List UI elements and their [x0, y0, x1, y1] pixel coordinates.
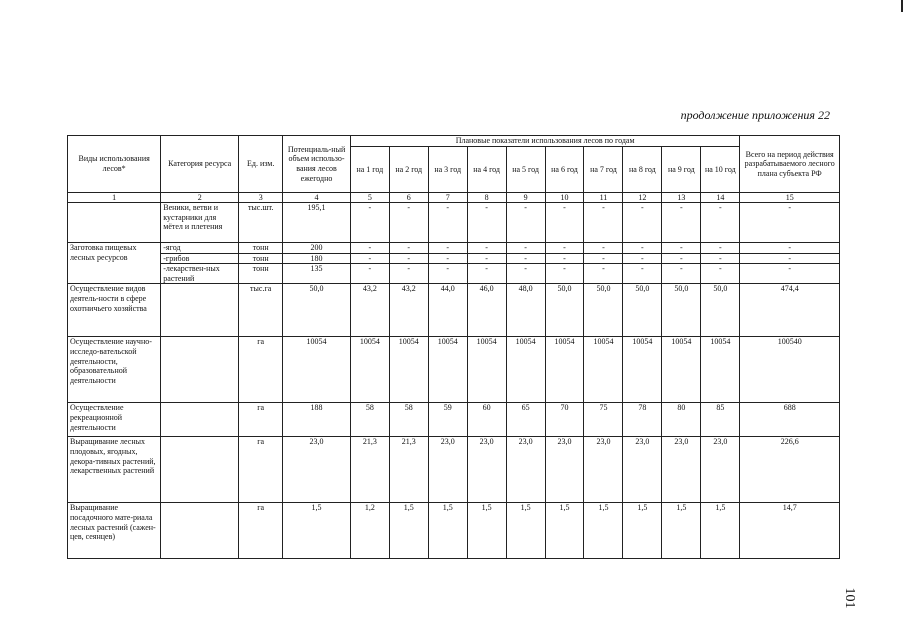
resource-category — [161, 437, 239, 503]
table-row — [68, 253, 840, 264]
column-number: 12 — [623, 193, 662, 203]
year-value: 10054 — [350, 337, 389, 403]
appendix-caption: продолжение приложения 22 — [680, 108, 830, 122]
unit: тыс.га — [239, 284, 283, 337]
year-value: - — [623, 264, 662, 284]
potential-volume: 200 — [283, 243, 351, 254]
table-row — [68, 503, 840, 559]
unit: тыс.шт. — [239, 203, 283, 243]
use-kind: Осуществление рекреационной деятельности — [68, 403, 161, 437]
period-total: 474,4 — [740, 284, 840, 337]
column-number: 3 — [239, 193, 283, 203]
year-value: - — [545, 243, 584, 254]
year-value: 10054 — [584, 337, 623, 403]
year-value: 1,5 — [467, 503, 506, 559]
year-value: - — [584, 253, 623, 264]
header-year: на 9 год — [662, 147, 701, 193]
year-value: 65 — [506, 403, 545, 437]
header-row — [68, 136, 840, 147]
year-value: 75 — [584, 403, 623, 437]
column-number: 1 — [68, 193, 161, 203]
year-value: 50,0 — [623, 284, 662, 337]
header-year: на 10 год — [701, 147, 740, 193]
period-total: - — [740, 253, 840, 264]
resource-category: -грибов — [161, 253, 239, 264]
column-number: 2 — [161, 193, 239, 203]
header-year: на 1 год — [350, 147, 389, 193]
year-value: 1,5 — [389, 503, 428, 559]
page-number: 101 — [842, 587, 857, 609]
unit: га — [239, 403, 283, 437]
margin-mark — [901, 0, 903, 12]
year-value: 10054 — [389, 337, 428, 403]
year-value: - — [428, 253, 467, 264]
potential-volume: 195,1 — [283, 203, 351, 243]
use-kind: Выращивание посадочного мате-риала лесных растений (сажен-цев, сеянцев) — [68, 503, 161, 559]
unit: тонн — [239, 243, 283, 254]
column-number: 8 — [467, 193, 506, 203]
column-number: 6 — [389, 193, 428, 203]
year-value: 1,5 — [623, 503, 662, 559]
year-value: 1,2 — [350, 503, 389, 559]
year-value: 50,0 — [662, 284, 701, 337]
table-row — [68, 264, 840, 284]
header-kind: Виды использования лесов* — [68, 136, 161, 193]
header-total: Всего на период действия разрабатываемого лесного плана субъекта РФ — [740, 136, 840, 193]
potential-volume: 10054 — [283, 337, 351, 403]
year-value: - — [545, 264, 584, 284]
table-row — [68, 437, 840, 503]
header-potential: Потенциаль-ный объем использо-вания лесов ежегодно — [283, 136, 351, 193]
year-value: - — [389, 253, 428, 264]
unit: га — [239, 337, 283, 403]
year-value: - — [428, 264, 467, 284]
column-number: 15 — [740, 193, 840, 203]
year-value: - — [506, 253, 545, 264]
year-value: 23,0 — [623, 437, 662, 503]
year-value: 23,0 — [701, 437, 740, 503]
period-total: - — [740, 264, 840, 284]
table-row — [68, 203, 840, 243]
resource-category: -ягод — [161, 243, 239, 254]
column-number-row — [68, 193, 840, 203]
year-value: 50,0 — [701, 284, 740, 337]
potential-volume: 135 — [283, 264, 351, 284]
unit: тонн — [239, 253, 283, 264]
year-value: - — [350, 203, 389, 243]
table-row — [68, 243, 840, 254]
year-value: 50,0 — [545, 284, 584, 337]
resource-category — [161, 403, 239, 437]
year-value: - — [389, 243, 428, 254]
year-value: 10054 — [467, 337, 506, 403]
potential-volume: 23,0 — [283, 437, 351, 503]
table-row — [68, 337, 840, 403]
use-kind: Выращивание лесных плодовых, ягодных, декора-тивных растений, лекарственных растений — [68, 437, 161, 503]
year-value: 46,0 — [467, 284, 506, 337]
year-value: 10054 — [428, 337, 467, 403]
header-year: на 6 год — [545, 147, 584, 193]
year-value: 60 — [467, 403, 506, 437]
year-value: - — [350, 264, 389, 284]
header-category: Категория ресурса — [161, 136, 239, 193]
year-value: - — [350, 243, 389, 254]
year-value: 78 — [623, 403, 662, 437]
year-value: 1,5 — [428, 503, 467, 559]
resource-category: Веники, ветви и кустарники для мётел и плетения — [161, 203, 239, 243]
year-value: - — [662, 253, 701, 264]
use-kind: Осуществление видов деятель-ности в сфере охотничьего хозяйства — [68, 284, 161, 337]
year-value: 23,0 — [467, 437, 506, 503]
unit: га — [239, 437, 283, 503]
resource-category — [161, 503, 239, 559]
year-value: - — [623, 253, 662, 264]
year-value: 43,2 — [350, 284, 389, 337]
column-number: 11 — [584, 193, 623, 203]
year-value: - — [701, 253, 740, 264]
year-value: 23,0 — [584, 437, 623, 503]
year-value: 58 — [350, 403, 389, 437]
year-value: 21,3 — [389, 437, 428, 503]
year-value: - — [662, 264, 701, 284]
use-kind: Заготовка пищевых лесных ресурсов — [68, 243, 161, 284]
header-year: на 3 год — [428, 147, 467, 193]
year-value: 1,5 — [545, 503, 584, 559]
unit: тонн — [239, 264, 283, 284]
year-value: - — [467, 203, 506, 243]
year-value: - — [701, 243, 740, 254]
column-number: 5 — [350, 193, 389, 203]
year-value: 85 — [701, 403, 740, 437]
unit: га — [239, 503, 283, 559]
column-number: 7 — [428, 193, 467, 203]
year-value: 59 — [428, 403, 467, 437]
year-value: - — [389, 203, 428, 243]
year-value: 23,0 — [545, 437, 584, 503]
column-number: 4 — [283, 193, 351, 203]
period-total: 226,6 — [740, 437, 840, 503]
year-value: - — [506, 264, 545, 284]
potential-volume: 180 — [283, 253, 351, 264]
period-total: - — [740, 203, 840, 243]
year-value: - — [506, 203, 545, 243]
year-value: - — [428, 203, 467, 243]
year-value: - — [350, 253, 389, 264]
potential-volume: 188 — [283, 403, 351, 437]
year-value: 10054 — [701, 337, 740, 403]
year-value: 44,0 — [428, 284, 467, 337]
year-value: 23,0 — [506, 437, 545, 503]
year-value: - — [701, 264, 740, 284]
year-value: - — [467, 264, 506, 284]
resource-category — [161, 337, 239, 403]
year-value: - — [662, 243, 701, 254]
year-value: 10054 — [545, 337, 584, 403]
year-value: 23,0 — [662, 437, 701, 503]
year-value: 80 — [662, 403, 701, 437]
column-number: 14 — [701, 193, 740, 203]
header-year: на 5 год — [506, 147, 545, 193]
resource-category — [161, 284, 239, 337]
year-value: 48,0 — [506, 284, 545, 337]
year-value: 50,0 — [584, 284, 623, 337]
year-value: 10054 — [506, 337, 545, 403]
year-value: 1,5 — [506, 503, 545, 559]
year-value: 23,0 — [428, 437, 467, 503]
year-value: - — [662, 203, 701, 243]
potential-volume: 1,5 — [283, 503, 351, 559]
period-total: - — [740, 243, 840, 254]
year-value: - — [545, 203, 584, 243]
forest-use-table — [67, 135, 840, 559]
year-value: 1,5 — [662, 503, 701, 559]
header-unit: Ед. изм. — [239, 136, 283, 193]
year-value: - — [506, 243, 545, 254]
table-row — [68, 284, 840, 337]
year-value: - — [584, 203, 623, 243]
year-value: - — [701, 203, 740, 243]
year-value: - — [623, 243, 662, 254]
period-total: 688 — [740, 403, 840, 437]
header-year: на 2 год — [389, 147, 428, 193]
year-value: - — [584, 243, 623, 254]
year-value: 10054 — [662, 337, 701, 403]
year-value: 43,2 — [389, 284, 428, 337]
header-year: на 8 год — [623, 147, 662, 193]
column-number: 13 — [662, 193, 701, 203]
year-value: - — [467, 243, 506, 254]
year-value: - — [389, 264, 428, 284]
year-value: 10054 — [623, 337, 662, 403]
header-year: на 7 год — [584, 147, 623, 193]
potential-volume: 50,0 — [283, 284, 351, 337]
header-plan-group: Плановые показатели использования лесов по годам — [350, 136, 740, 147]
column-number: 9 — [506, 193, 545, 203]
year-value: - — [623, 203, 662, 243]
year-value: - — [545, 253, 584, 264]
period-total: 100540 — [740, 337, 840, 403]
year-value: 70 — [545, 403, 584, 437]
year-value: - — [428, 243, 467, 254]
year-value: 58 — [389, 403, 428, 437]
table-row — [68, 403, 840, 437]
year-value: - — [584, 264, 623, 284]
use-kind — [68, 203, 161, 243]
use-kind: Осуществление научно-исследо-вательской деятельности, образовательной деятельности — [68, 337, 161, 403]
resource-category: -лекарствен-ных растений — [161, 264, 239, 284]
year-value: 1,5 — [701, 503, 740, 559]
period-total: 14,7 — [740, 503, 840, 559]
column-number: 10 — [545, 193, 584, 203]
year-value: - — [467, 253, 506, 264]
year-value: 1,5 — [584, 503, 623, 559]
year-value: 21,3 — [350, 437, 389, 503]
header-year: на 4 год — [467, 147, 506, 193]
